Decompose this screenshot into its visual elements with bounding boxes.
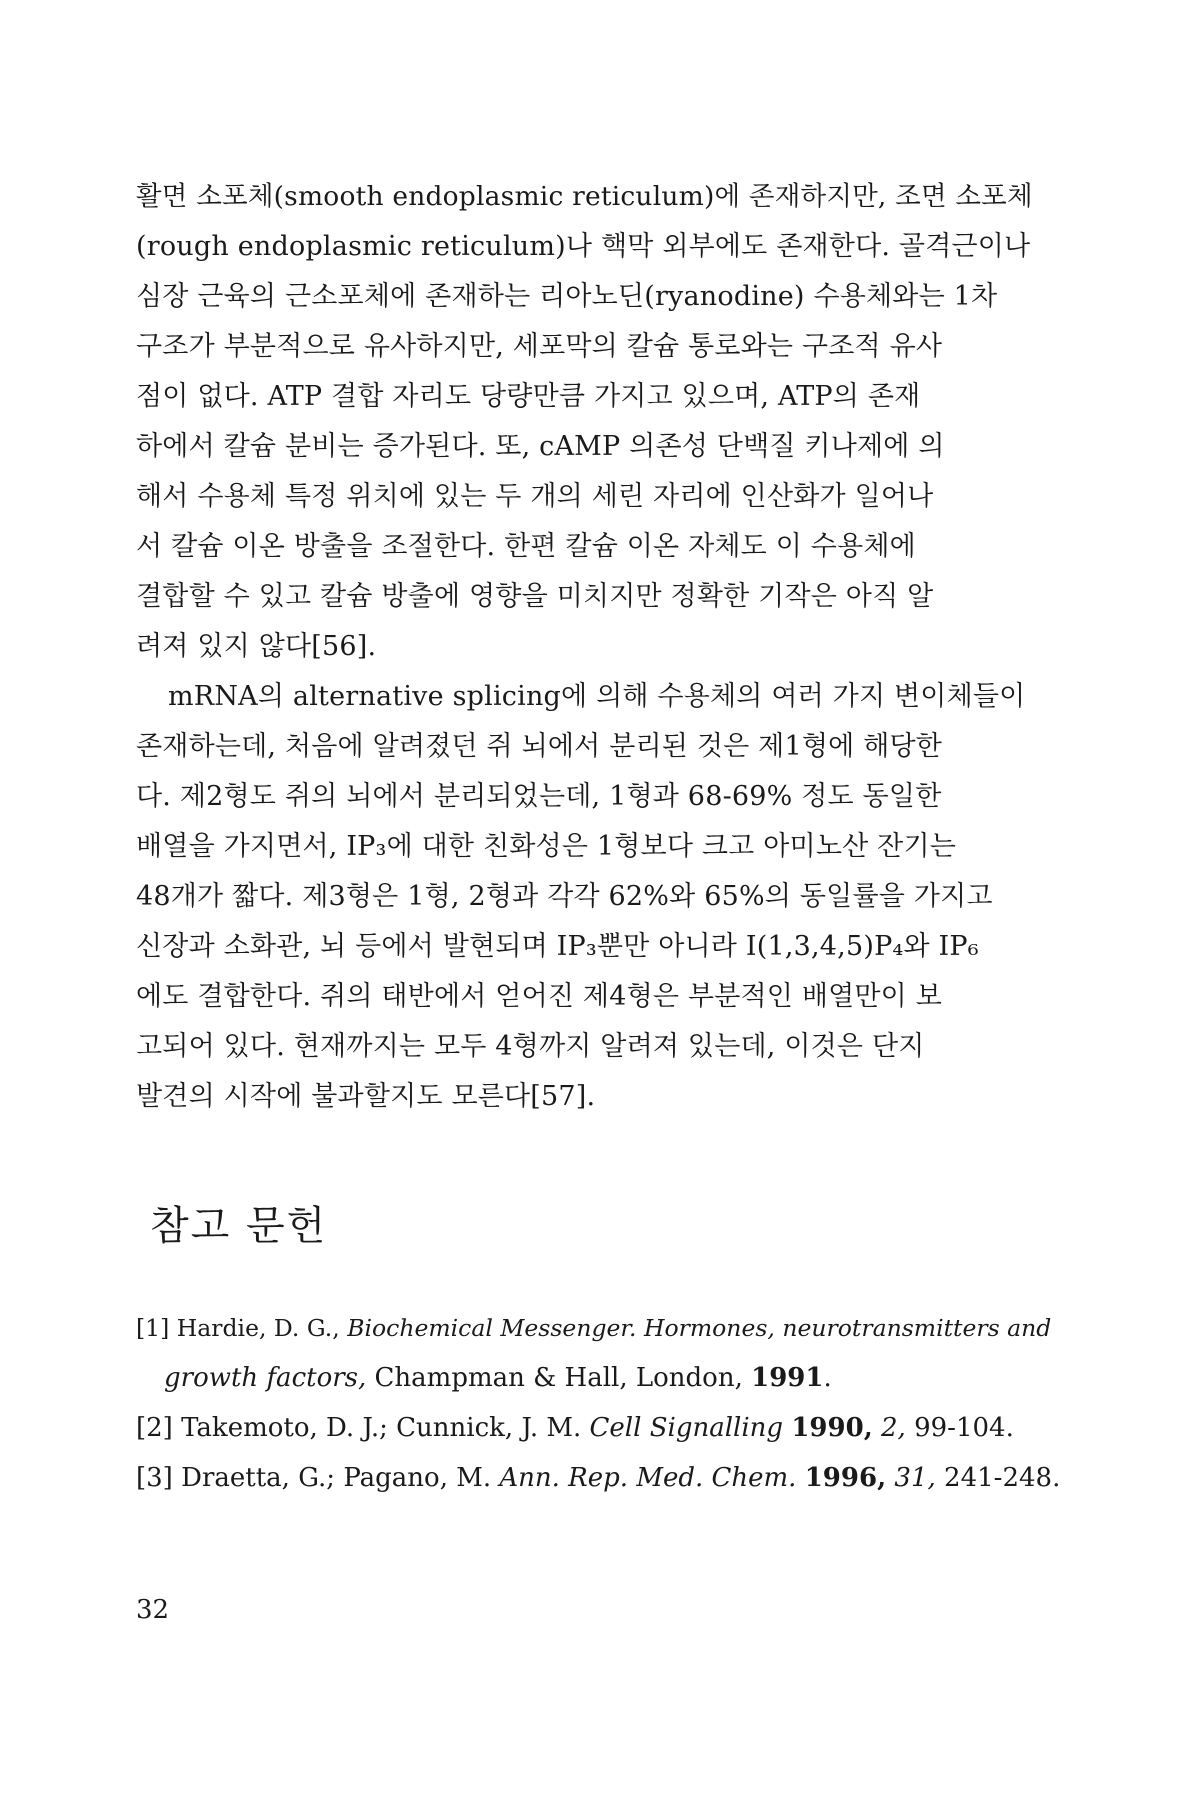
text-line: 발견의 시작에 불과할지도 모른다[57]. [136,1081,596,1112]
reference-title: Biochemical Messenger. Hormones, neurotransmitters and [347,1314,1052,1342]
reference-volume: 2, [881,1413,906,1443]
text-line: 배열을 가지면서, IP₃에 대한 친화성은 1형보다 크고 아미노산 잔기는 [136,831,957,862]
reference-journal: Cell Signalling [589,1413,784,1443]
text-line: 결합할 수 있고 칼슘 방출에 영향을 미치지만 정확한 기작은 아직 알 [136,581,934,612]
text-line: (rough endoplasmic reticulum)나 핵막 외부에도 존재한다. 골격근이나 [136,231,1031,262]
reference-list [136,1303,1066,1503]
body-text [136,172,1048,1122]
reference-item [136,1453,1066,1503]
reference-item-continuation [136,1353,1066,1403]
reference-pages: 99-104. [914,1413,1014,1443]
text-line: 존재하는데, 처음에 알려졌던 쥐 뇌에서 분리된 것은 제1형에 해당한 [136,731,943,762]
text-line: mRNA의 alternative splicing에 의해 수용체의 여러 가지 변이체들이 [168,681,1026,712]
reference-authors: Draetta, G.; Pagano, M. [181,1463,492,1493]
section-heading: 참고 문헌 [150,1203,328,1249]
text-line: 48개가 짧다. 제3형은 1형, 2형과 각각 62%와 65%의 동일률을 가지고 [136,881,993,912]
reference-item [136,1403,1066,1453]
text-line: 서 칼슘 이온 방출을 조절한다. 한편 칼슘 이온 자체도 이 수용체에 [136,531,916,562]
reference-year: 1991 [751,1363,824,1393]
paragraph [136,672,1048,1122]
reference-year: 1996, [804,1463,887,1493]
text-line: 고되어 있다. 현재까지는 모두 4형까지 알려져 있는데, 이것은 단지 [136,1031,925,1062]
reference-authors: Takemoto, D. J.; Cunnick, J. M. [181,1413,582,1443]
text-line: 심장 근육의 근소포체에 존재하는 리아노딘(ryanodine) 수용체와는 1차 [136,281,998,312]
text-line: 점이 없다. ATP 결합 자리도 당량만큼 가지고 있으며, ATP의 존재 [136,381,921,412]
text-line: 다. 제2형도 쥐의 뇌에서 분리되었는데, 1형과 68-69% 정도 동일한 [136,781,942,812]
reference-title: growth factors, [164,1363,367,1393]
text-line: 에도 결합한다. 쥐의 태반에서 얻어진 제4형은 부분적인 배열만이 보 [136,981,943,1012]
reference-number: [1] [136,1314,170,1342]
reference-year: 1990, [791,1413,873,1443]
reference-volume: 31, [894,1463,936,1493]
reference-number: [3] [136,1463,173,1493]
paragraph [136,172,1048,672]
text-line: 해서 수용체 특정 위치에 있는 두 개의 세린 자리에 인산화가 일어나 [136,481,934,512]
reference-number: [2] [136,1413,173,1443]
text-line: 구조가 부분적으로 유사하지만, 세포막의 칼슘 통로와는 구조적 유사 [136,331,943,362]
text-line: 활면 소포체(smooth endoplasmic reticulum)에 존재하지만, 조면 소포체 [136,181,1033,212]
reference-item [136,1303,1066,1353]
text-line: 하에서 칼슘 분비는 증가된다. 또, cAMP 의존성 단백질 키나제에 의 [136,431,945,462]
reference-authors: Hardie, D. G., [176,1314,340,1342]
reference-end: . [823,1363,832,1393]
reference-journal: Ann. Rep. Med. Chem. [499,1463,797,1493]
reference-pages: 241-248. [944,1463,1061,1493]
reference-publisher: Champman & Hall, London, [374,1363,743,1393]
text-line: 려져 있지 않다[56]. [136,631,377,662]
text-line: 신장과 소화관, 뇌 등에서 발현되며 IP₃뿐만 아니라 I(1,3,4,5)P₄와 IP₆ [136,931,979,962]
page-number: 32 [136,1595,170,1625]
